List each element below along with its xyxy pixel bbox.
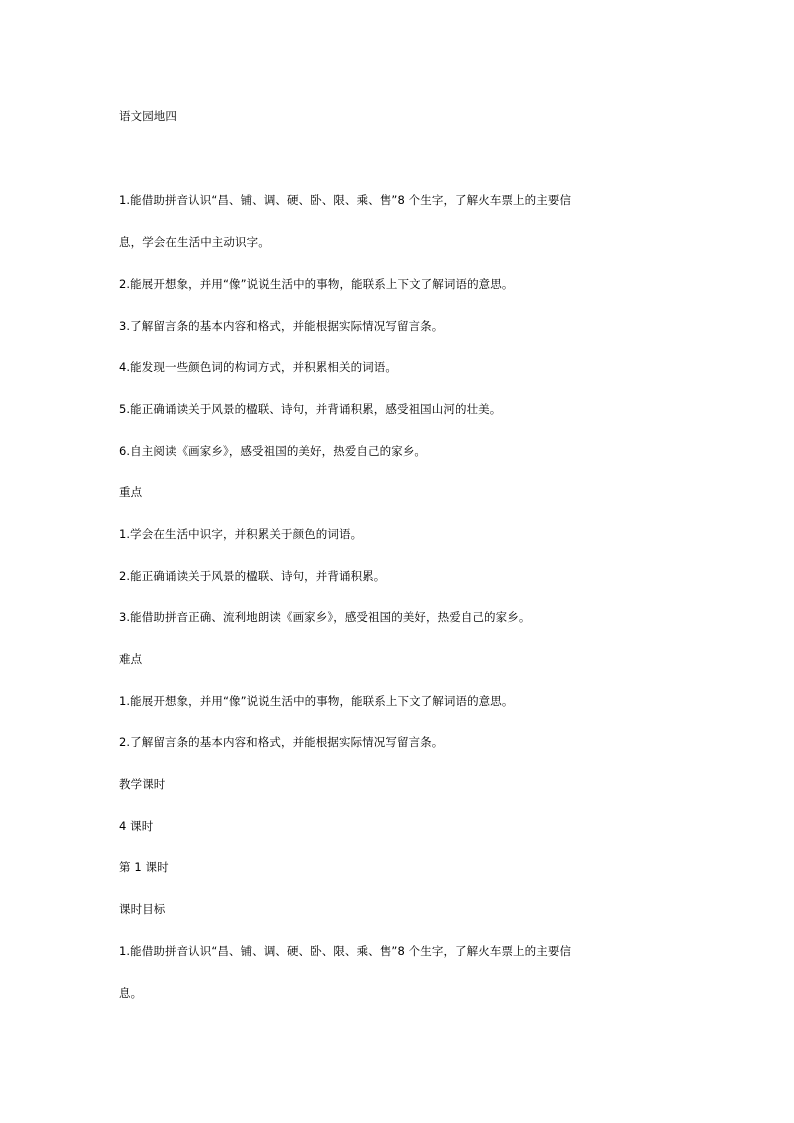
objective-line: 5.能正确诵读关于风景的楹联、诗句，并背诵积累，感受祖国山河的壮美。 [119, 402, 502, 416]
objective-line: 3.了解留言条的基本内容和格式，并能根据实际情况写留言条。 [119, 319, 444, 333]
objective-line: 6.自主阅读《画家乡》，感受祖国的美好，热爱自己的家乡。 [119, 444, 427, 458]
difficulty-line: 1.能展开想象，并用“像”说说生活中的事物，能联系上下文了解词语的意思。 [119, 694, 514, 708]
lesson-goal-line: 息。 [119, 986, 143, 1000]
lesson-goal-heading: 课时目标 [119, 902, 166, 916]
key-point-line: 1.学会在生活中识字，并积累关于颜色的词语。 [119, 527, 363, 541]
document-title: 语文园地四 [119, 109, 177, 123]
objective-line: 息，学会在生活中主动识字。 [119, 235, 270, 249]
objective-line: 1.能借助拼音认识“昌、铺、调、硬、卧、限、乘、售”8 个生字，了解火车票上的主要信 [119, 193, 572, 207]
lesson-hours-heading: 教学课时 [119, 777, 166, 791]
key-point-line: 3.能借助拼音正确、流利地朗读《画家乡》，感受祖国的美好，热爱自己的家乡。 [119, 610, 531, 624]
difficulty-line: 2.了解留言条的基本内容和格式，并能根据实际情况写留言条。 [119, 735, 444, 749]
lesson-hours-value: 4 课时 [119, 819, 154, 833]
key-points-heading: 重点 [119, 485, 143, 499]
lesson-goal-line: 1.能借助拼音认识“昌、铺、调、硬、卧、限、乘、售”8 个生字，了解火车票上的主要信 [119, 944, 572, 958]
key-point-line: 2.能正确诵读关于风景的楹联、诗句，并背诵积累。 [119, 569, 386, 583]
first-lesson-heading: 第 1 课时 [119, 860, 169, 874]
objective-line: 4.能发现一些颜色词的构词方式，并积累相关的词语。 [119, 360, 397, 374]
difficulties-heading: 难点 [119, 652, 143, 666]
objective-line: 2.能展开想象，并用“像”说说生活中的事物，能联系上下文了解词语的意思。 [119, 277, 514, 291]
